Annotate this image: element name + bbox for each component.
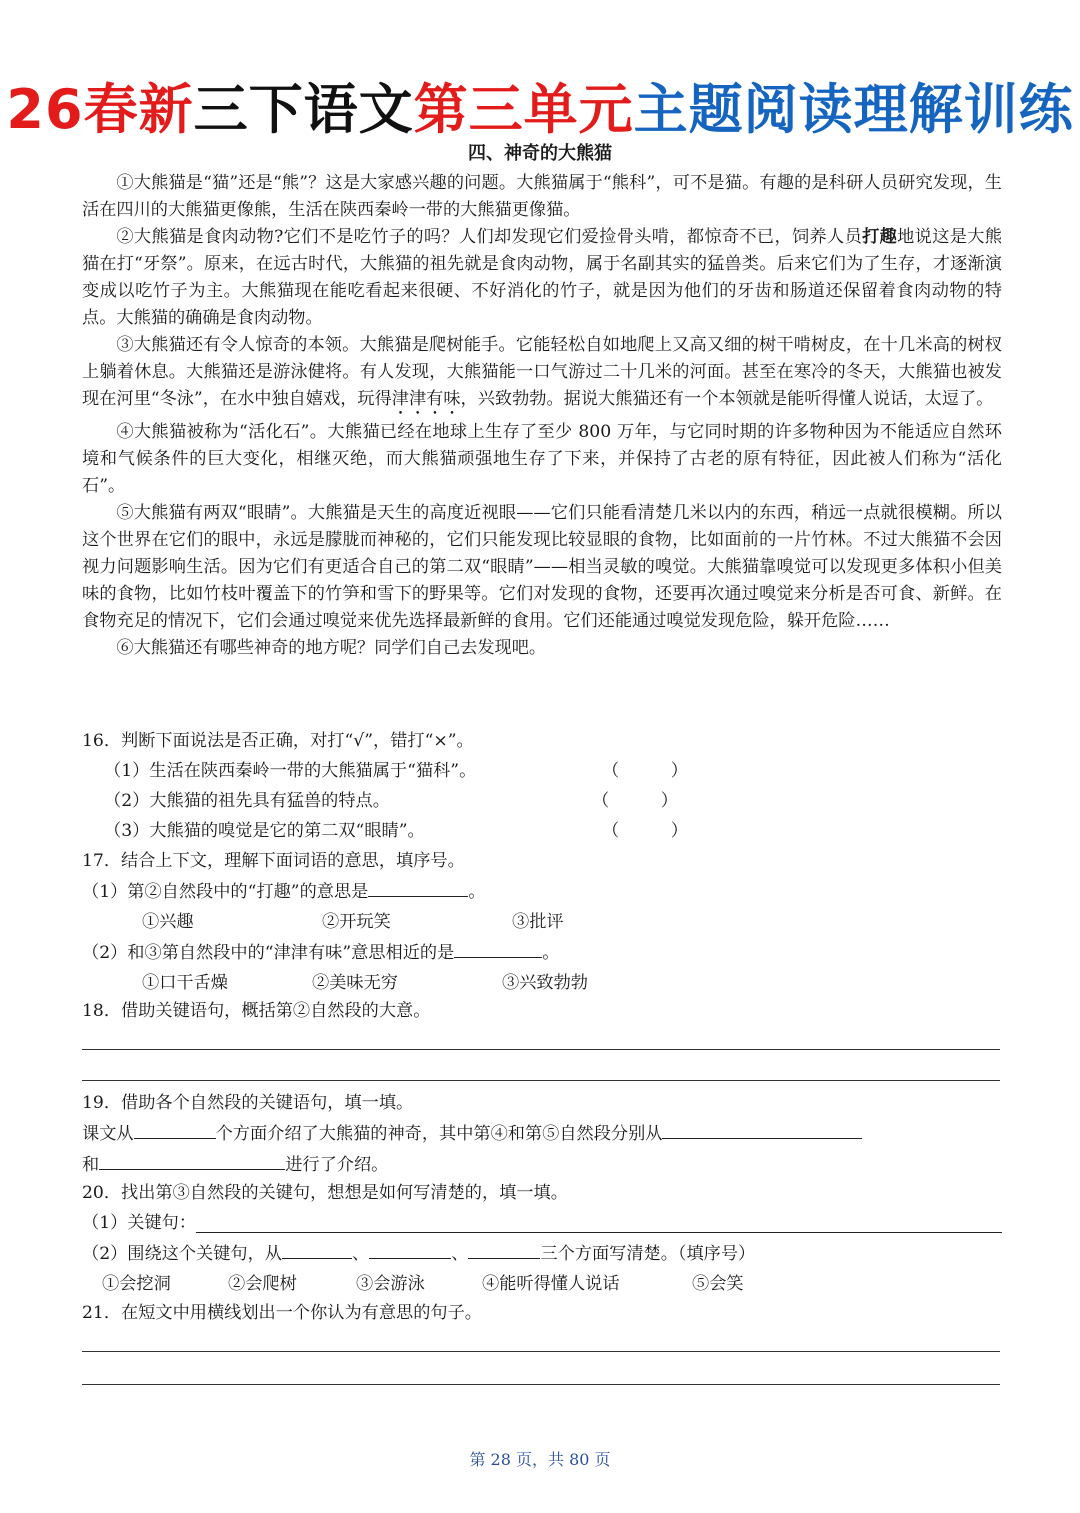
question-17-sub-2-text: （2）和③第自然段中的“津津有味”意思相近的是 [82,943,455,963]
answer-blank-19-1[interactable] [134,1118,216,1139]
answer-blank-20-1[interactable] [282,1238,352,1259]
answer-line-21-1[interactable] [82,1351,1000,1352]
question-20-sub-2 [82,1238,1002,1269]
option-17-1-c: ③批评 [512,912,564,932]
title-part-grade: 26春新 [6,78,194,141]
options-17-2 [82,968,1002,998]
options-17-1 [82,907,1002,937]
judge-item-1-text: （1）生活在陕西秦岭一带的大熊猫属于“猫科”。 [104,761,477,781]
answer-blank-17-2[interactable] [454,937,542,958]
question-20-sub-1 [82,1208,1002,1238]
answer-paren-3[interactable]: （ ） [602,821,688,841]
paragraph-6: ⑥大熊猫还有哪些神奇的地方呢？同学们自己去发现吧。 [116,638,547,658]
question-21 [82,1298,1002,1328]
answer-blank-17-1[interactable] [368,876,468,897]
q19-text-a: 课文从 [82,1124,134,1144]
option-17-2-b: ②美味无穷 [312,973,398,993]
question-16-prompt: 16．判断下面说法是否正确，对打“√”，错打“×”。 [82,731,474,751]
q19-text-c: 和 [82,1155,100,1175]
page-title [0,78,1080,142]
title-part-topic: 主题阅读理解训练 [633,78,1074,141]
judge-item-1 [82,756,1002,786]
option-20-c: ③会游泳 [356,1274,425,1294]
question-19 [82,1088,1002,1180]
judge-item-3-text: （3）大熊猫的嗅觉是它的第二双“眼睛”。 [104,821,425,841]
answer-paren-1[interactable]: （ ） [602,761,688,781]
separator: 、 [352,1244,370,1264]
q19-text-d: 进行了介绍。 [285,1155,389,1175]
period: 。 [542,943,560,963]
question-19-line-1 [82,1118,1002,1149]
question-16 [82,726,1002,846]
question-17-prompt: 17．结合上下文，理解下面词语的意思，填序号。 [82,851,465,871]
option-20-d: ④能听得懂人说话 [482,1274,620,1294]
title-part-subject: 三下语文 [193,78,414,141]
option-17-2-c: ③兴致勃勃 [502,973,588,993]
answer-blank-19-2[interactable] [662,1118,862,1139]
q20-keysentence-label: （1）关键句： [82,1213,197,1233]
answer-blank-19-3[interactable] [99,1149,285,1170]
q20-sub2-text-a: （2）围绕这个关键句，从 [82,1244,282,1264]
answer-line-18-1[interactable] [82,1049,1000,1050]
answer-blank-20-key[interactable] [196,1208,1002,1233]
option-17-1-a: ①兴趣 [142,912,194,932]
q19-text-b: 个方面介绍了大熊猫的神奇，其中第④和第⑤自然段分别从 [215,1124,663,1144]
paragraph-3 [82,332,1002,419]
option-20-a: ①会挖洞 [102,1274,171,1294]
paragraph-2-text-b: 地说这是大熊猫在打“牙祭”。原来，在远古时代，大熊猫的祖先就是食肉动物，属于名副其实的猛兽类。后来它们为了生存，才逐渐演变成以吃竹子为主。大熊猫现在能吃看起来很硬、不好消化的竹子，就是因为他们的牙齿和肠道还保留着食肉动物的特点。大熊猫的确确是食肉动物。 [82,227,1002,328]
question-20 [82,1178,1002,1299]
q20-sub2-text-b: 三个方面写清楚。（填序号） [540,1244,756,1264]
separator: 、 [451,1244,469,1264]
period: 。 [468,882,486,902]
question-19-prompt: 19．借助各个自然段的关键语句，填一填。 [82,1093,414,1113]
reading-passage [82,170,1002,662]
question-17-sub-1 [82,876,1002,907]
question-17 [82,846,1002,998]
bold-word-daqu: 打趣 [862,227,898,247]
question-17-sub-2 [82,937,1002,968]
question-17-sub-1-text: （1）第②自然段中的“打趣”的意思是 [82,882,369,902]
paragraph-3-text-a: ③大熊猫还有令人惊奇的本领。大熊猫是爬树能手。它能轻松自如地爬上又高又细的树干啃树皮，在十几米高的树杈上躺着休息。大熊猫还是游泳健将。有人发现，大熊猫能一口气游过二十几米的河面。甚至在寒冷的冬天，大熊猫也被发现在河里“冬泳”，在水中独自嬉戏，玩得 [82,335,1002,409]
answer-line-18-2[interactable] [82,1080,1000,1081]
dotted-word-jinjinyouwei: 津津有味 [391,389,461,409]
paragraph-4: ④大熊猫被称为“活化石”。大熊猫已经在地球上生存了至少 800 万年，与它同时期的许多物种因为不能适应自然环境和气候条件的巨大变化，相继灭绝，而大熊猫顽强地生存了下来，并保持了古老的原有特征，因此被人们称为“活化石”。 [82,422,1002,496]
option-20-b: ②会爬树 [228,1274,297,1294]
article-title: 四、神奇的大熊猫 [468,143,612,164]
answer-blank-20-3[interactable] [468,1238,540,1259]
judge-item-2-text: （2）大熊猫的祖先具有猛兽的特点。 [104,791,390,811]
paragraph-2 [82,224,1002,332]
answer-line-21-2[interactable] [82,1384,1000,1385]
question-18-prompt: 18．借助关键语句，概括第②自然段的大意。 [82,1001,431,1021]
judge-item-2 [82,786,1002,816]
paragraph-3-text-b: ，兴致勃勃。据说大熊猫还有一个本领就是能听得懂人说话，太逗了。 [460,389,994,409]
title-part-unit: 第三单元 [413,78,634,141]
question-19-line-2 [82,1149,1002,1180]
option-20-e: ⑤会笑 [692,1274,744,1294]
page-number: 第 28 页，共 80 页 [469,1450,611,1469]
question-21-prompt: 21．在短文中用横线划出一个你认为有意思的句子。 [82,1303,482,1323]
paragraph-5: ⑤大熊猫有两双“眼睛”。大熊猫是天生的高度近视眼——它们只能看清楚几米以内的东西，稍远一点就很模糊。所以这个世界在它们的眼中，永远是朦胧而神秘的，它们只能发现比较显眼的食物，比如面前的一片竹林。不过大熊猫不会因视力问题影响生活。因为它们有更适合自己的第二双“眼睛”——相当灵敏的嗅觉。大熊猫靠嗅觉可以发现更多体积小但美味的食物，比如竹枝叶覆盖下的竹笋和雪下的野果等。它们对发现的食物，还要再次通过嗅觉来分析是否可食、新鲜。在食物充足的情况下，它们会通过嗅觉来优先选择最新鲜的食用。它们还能通过嗅觉发现危险，躲开危险…… [82,503,1002,631]
judge-item-3 [82,816,1002,846]
answer-blank-20-2[interactable] [369,1238,451,1259]
options-20 [82,1269,1002,1299]
question-18 [82,996,1002,1026]
paragraph-1: ①大熊猫是“猫”还是“熊”？这是大家感兴趣的问题。大熊猫属于“熊科”，可不是猫。有趣的是科研人员研究发现，生活在四川的大熊猫更像熊，生活在陕西秦岭一带的大熊猫更像猫。 [82,173,1002,220]
option-17-1-b: ②开玩笑 [322,912,391,932]
option-17-2-a: ①口干舌燥 [142,973,228,993]
paragraph-2-text-a: ②大熊猫是食肉动物?它们不是吃竹子的吗？人们却发现它们爱捡骨头啃，都惊奇不已，饲养人员 [116,227,863,247]
question-20-prompt: 20．找出第③自然段的关键句，想想是如何写清楚的，填一填。 [82,1183,568,1203]
answer-paren-2[interactable]: （ ） [592,791,678,811]
